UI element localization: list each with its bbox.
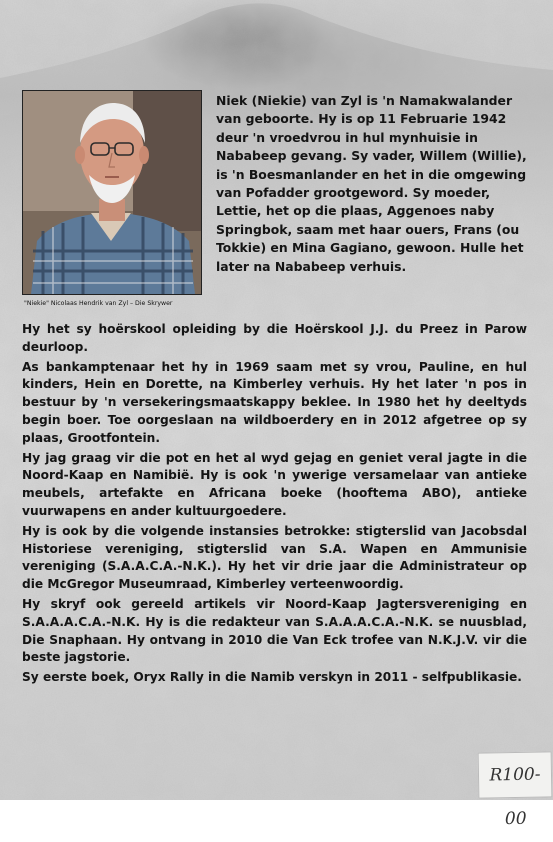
bio-paragraph-education: Hy het sy hoërskool opleiding by die Hoërskool J.J. du Preez in Parow deurloop. xyxy=(22,322,527,354)
bio-body xyxy=(22,321,527,689)
photo-caption: "Niekie" Nicolaas Hendrik van Zyl – Die Skrywer xyxy=(24,300,173,307)
author-photo xyxy=(22,90,202,295)
price-sticker: R100-00 xyxy=(478,751,553,798)
bio-paragraph-career: As bankamptenaar het hy in 1969 saam met sy vrou, Pauline, en hul kinders, Hein en Dorette, na Kimberley verhuis. Hy het later 'n pos in bestuur by 'n versekeringsmaatskappy beklee. In 1980 het hy deeltyds begin boer. Toe oorgeslaan na wildboerdery en in 2012 afgetree op sy plaas, Grootfontein. xyxy=(22,359,527,445)
bio-paragraph-first-book: Sy eerste boek, Oryx Rally in die Namib verskyn in 2011 - selfpublikasie. xyxy=(22,670,522,685)
bio-paragraph-writing: Hy skryf ook gereeld artikels vir Noord-Kaap Jagtersvereniging en S.A.A.A.C.A.-N.K. Hy is die redakteur van S.A.A.A.C.A.-N.K. se nuusblad, Die Snaphaan. Hy ontvang in 2010 die Van Eck trofee van N.K.J.V. vir die beste jagstorie. xyxy=(22,596,527,665)
bio-paragraph-hunting: Hy jag graag vir die pot en het al wyd gejag en geniet veral jagte in die Noord-Kaap en Namibië. Hy is ook 'n ywerige versamelaar van antieke meubels, artefakte en Africana boeke (hooftema ABO), antieke vuurwapens en ander kultuurgoedere. xyxy=(22,450,527,518)
bio-lead-paragraph: Niek (Niekie) van Zyl is 'n Namakwalander van geboorte. Hy is op 11 Februarie 1942 deur 'n vroedvrou in hul mynhuisie in Nababeep gevang. Sy vader, Willem (Willie), is 'n Boesmanlander en het in die omgewing van Pofadder grootgeword. Sy moeder, Lettie, het op die plaas, Aggenoes naby Springbok, saam met haar ouers, Frans (ou Tokkie) en Mina Gagiano, gewoon. Hulle het later na Nababeep verhuis. xyxy=(216,93,527,274)
bio-paragraph-organisations: Hy is ook by die volgende instansies betrokke: stigterslid van Jacobsdal Historiese vereniging, stigterslid van S.A. Wapen en Ammunisie vereniging (S.A.A.C.A.-N.K.). Hy het vir drie jaar die Administrateur op die McGregor Museumraad, Kimberley verteenwoordig. xyxy=(22,523,527,592)
